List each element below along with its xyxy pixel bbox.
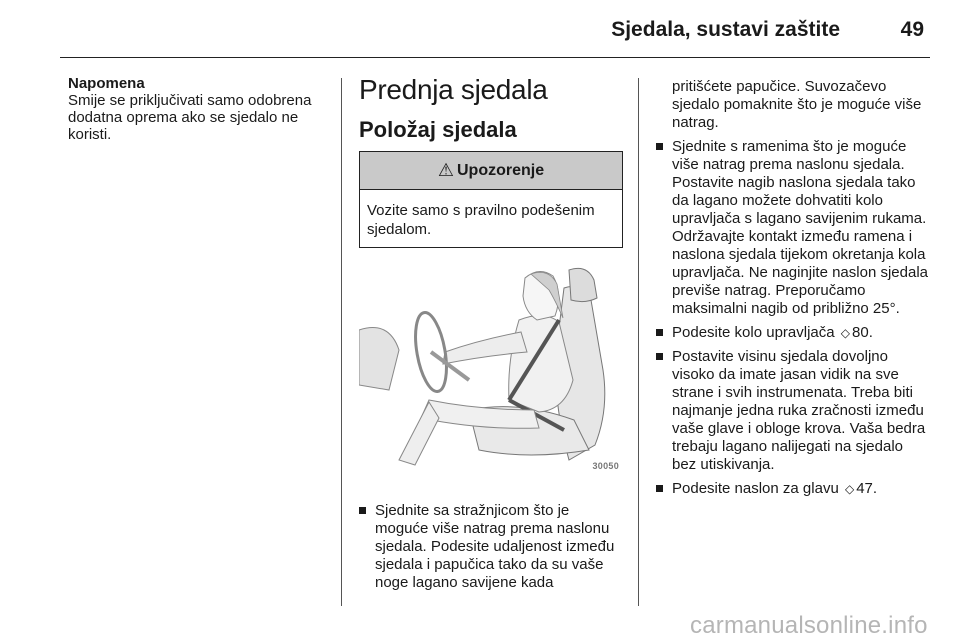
bullet-square-icon [359,507,366,514]
page-header-title: Sjedala, sustavi zaštite [611,18,840,41]
column-divider-1 [341,78,342,606]
note-title: Napomena [68,75,145,92]
watermark: carmanualsonline.info [690,612,928,639]
bullet-square-icon [656,353,663,360]
page-reference-arrow-icon: ◇ [840,326,851,340]
list-item-text: Postavite visinu sjedala dovoljno visoko da imate jasan vidik na sve strane i svih instrumenata. Treba biti najmanje jedna ruka zračnosti između vaše glave i obloge krova. Vaša bedra trebaju lagano nalijegati na sjedalo bez utiskivanja. [672,348,926,473]
list-item [656,138,930,318]
section-title: Prednja sjedala [359,74,548,105]
warning-box [359,151,623,248]
note-body: Smije se priključivati samo odobrena dodatna oprema ako se sjedalo ne koristi. [68,92,312,143]
column-divider-2 [638,78,639,606]
continued-text: pritišćete papučice. Suvozačevo sjedalo pomaknite što je moguće više natrag. [672,78,922,131]
driver-seated-illustration [359,260,625,475]
warning-title: Upozorenje [457,161,545,179]
column-2 [359,75,625,598]
bullet-square-icon [656,329,663,336]
list-item-text: Podesite naslon za glavu [672,480,839,497]
list-item-text: Sjednite s ramenima što je moguće više natrag prema naslonu sjedala. Postavite nagib naslona sjedala tako da lagano možete dohvatiti kolo upravljača s lagano savijenim rukama. Održavajte kontakt između ramena i naslona sjedala tijekom okretanja kola upravljača. Ne naginjite naslon sjedala previše natrag. Preporučamo maksimalni nagib od približno 25°. [672,138,928,317]
list-item-text: Podesite kolo upravljača [672,324,835,341]
figure-code: 30050 [592,461,619,471]
warning-body: Vozite samo s pravilno podešenim sjedalom. [367,202,595,238]
page-reference-link[interactable]: 47. [856,480,878,497]
warning-header [360,152,622,190]
column-2-bullet-list [359,502,625,592]
list-item [359,502,625,592]
header-rule [60,57,930,58]
column-1 [68,75,330,143]
seat-position-illustration [359,260,625,475]
subsection-title: Položaj sjedala [359,117,517,142]
list-item-text: Sjednite sa stražnjicom što je moguće više natrag prema naslonu sjedala. Podesite udaljenost između sjedala i papučica tako da su vaše noge lagano savijene kada [375,502,615,591]
column-3 [656,78,930,504]
page-reference-link[interactable]: 80. [852,324,873,341]
bullet-square-icon [656,143,663,150]
list-item [656,348,930,474]
bullet-square-icon [656,485,663,492]
page-reference-arrow-icon: ◇ [844,482,855,496]
list-item [656,480,930,498]
list-item [656,324,930,342]
column-3-bullet-list [656,138,930,498]
warning-triangle-icon: ⚠ [437,160,454,180]
page-number: 49 [900,18,924,41]
